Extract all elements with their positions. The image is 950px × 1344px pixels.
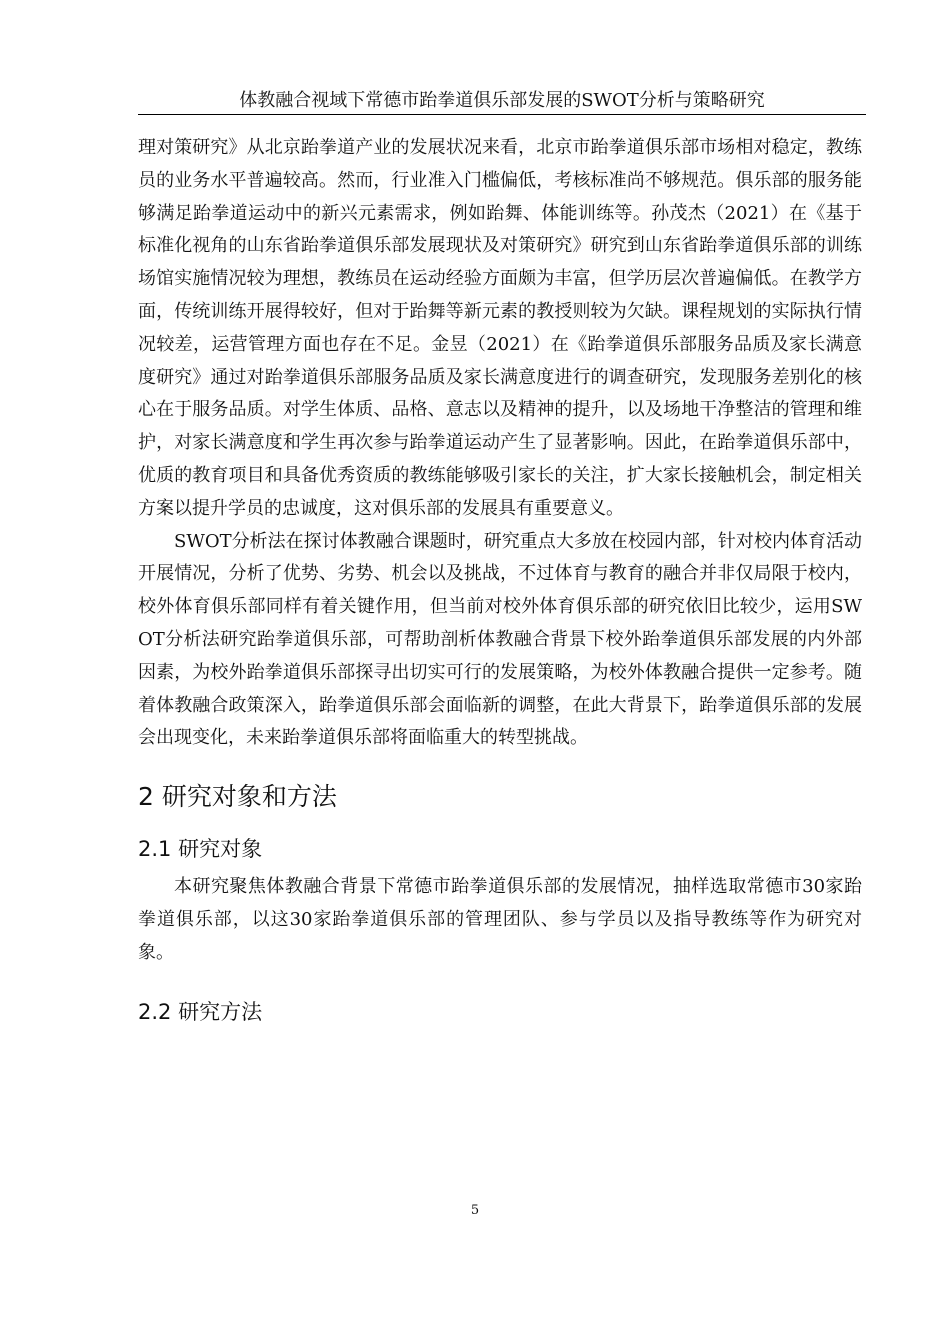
running-header <box>138 90 866 115</box>
section-heading-research-objects-methods: 2 研究对象和方法 <box>138 782 337 812</box>
subsection-heading-research-methods: 2.2 研究方法 <box>138 999 263 1024</box>
paragraph-swot-rationale: SWOT分析法在探讨体教融合课题时，研究重点大多放在校园内部，针对校内体育活动开展情况，分析了优势、劣势、机会以及挑战，不过体育与教育的融合并非仅局限于校内，校外体育俱乐部同样有着关键作用，但当前对校外体育俱乐部的研究依旧比较少，运用SWOT分析法研究跆拳道俱乐部，可帮助剖析体教融合背景下校外跆拳道俱乐部发展的内外部因素，为校外跆拳道俱乐部探寻出切实可行的发展策略，为校外体教融合提供一定参考。随着体教融合政策深入，跆拳道俱乐部会面临新的调整，在此大背景下，跆拳道俱乐部的发展会出现变化，未来跆拳道俱乐部将面临重大的转型挑战。 <box>138 530 862 749</box>
running-header-title: 体教融合视域下常德市跆拳道俱乐部发展的SWOT分析与策略研究 <box>239 90 765 111</box>
paragraph-research-objects: 本研究聚焦体教融合背景下常德市跆拳道俱乐部的发展情况，抽样选取常德市30家跆拳道俱乐部，以这30家跆拳道俱乐部的管理团队、参与学员以及指导教练等作为研究对象。 <box>138 876 862 963</box>
page-number: 5 <box>470 1203 480 1218</box>
paragraph-literature-review: 理对策研究》从北京跆拳道产业的发展状况来看，北京市跆拳道俱乐部市场相对稳定，教练员的业务水平普遍较高。然而，行业准入门槛偏低，考核标准尚不够规范。俱乐部的服务能够满足跆拳道运动中的新兴元素需求，例如跆舞、体能训练等。孙茂杰（2021）在《基于标准化视角的山东省跆拳道俱乐部发展现状及对策研究》研究到山东省跆拳道俱乐部的训练场馆实施情况较为理想，教练员在运动经验方面颇为丰富，但学历层次普遍偏低。在教学方面，传统训练开展得较好，但对于跆舞等新元素的教授则较为欠缺。课程规划的实际执行情况较差，运营管理方面也存在不足。金昱（2021）在《跆拳道俱乐部服务品质及家长满意度研究》通过对跆拳道俱乐部服务品质及家长满意度进行的调查研究，发现服务差别化的核心在于服务品质。对学生体质、品格、意志以及精神的提升，以及场地干净整洁的管理和维护，对家长满意度和学生再次参与跆拳道运动产生了显著影响。因此，在跆拳道俱乐部中，优质的教育项目和具备优秀资质的教练能够吸引家长的关注，扩大家长接触机会，制定相关方案以提升学员的忠诚度，这对俱乐部的发展具有重要意义。 <box>138 137 862 519</box>
subsection-heading-research-objects: 2.1 研究对象 <box>138 837 263 862</box>
page-body <box>138 132 862 1034</box>
